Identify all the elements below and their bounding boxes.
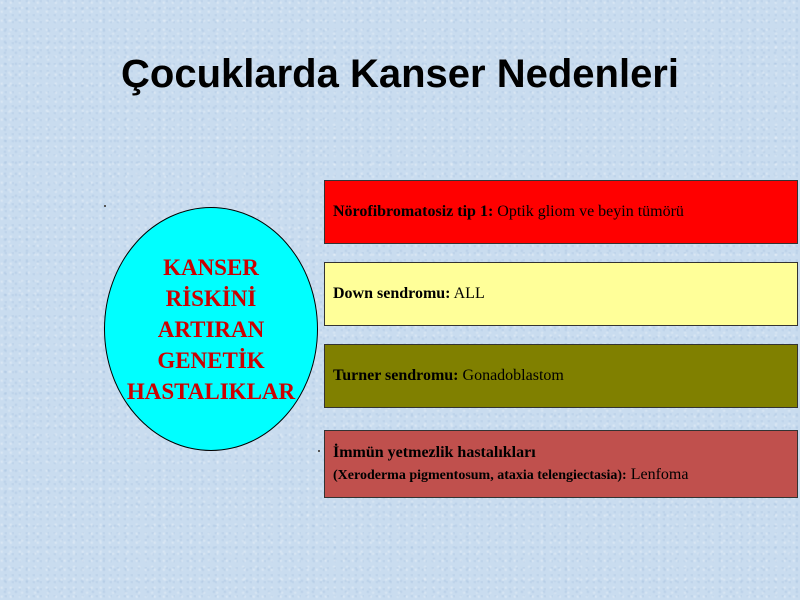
turner-value: Gonadoblastom (458, 367, 564, 384)
decorative-dot (104, 205, 106, 207)
ellipse-line-4: GENETİK (157, 347, 265, 373)
immune-line-2 (333, 466, 797, 484)
turner-syndrome-box (324, 344, 798, 408)
nf1-line (333, 203, 797, 221)
ellipse-line-5: HASTALIKLAR (126, 378, 296, 404)
immune-line-1 (333, 444, 797, 462)
nf1-box (324, 180, 798, 244)
down-syndrome-box (324, 262, 798, 326)
immune-label: İmmün yetmezlik hastalıkları (333, 444, 536, 461)
immune-sub-label: (Xeroderma pigmentosum, ataxia telengiectasia): (333, 468, 627, 483)
ellipse-line-3: ARTIRAN (157, 316, 265, 342)
ellipse-label (104, 207, 318, 451)
down-label: Down sendromu: (333, 285, 451, 302)
immune-deficiency-box (324, 430, 798, 498)
nf1-value: Optik gliom ve beyin tümörü (493, 203, 684, 220)
down-line (333, 285, 797, 303)
nf1-label: Nörofibromatosiz tip 1: (333, 203, 494, 220)
turner-line (333, 367, 797, 385)
ellipse-line-1: KANSER (163, 254, 259, 280)
ellipse-line-2: RİSKİNİ (165, 285, 257, 311)
turner-label: Turner sendromu: (333, 367, 459, 384)
slide-title: Çocuklarda Kanser Nedenleri (121, 52, 679, 96)
immune-value: Lenfoma (626, 466, 689, 483)
decorative-dot (318, 450, 320, 452)
down-value: ALL (450, 285, 485, 302)
